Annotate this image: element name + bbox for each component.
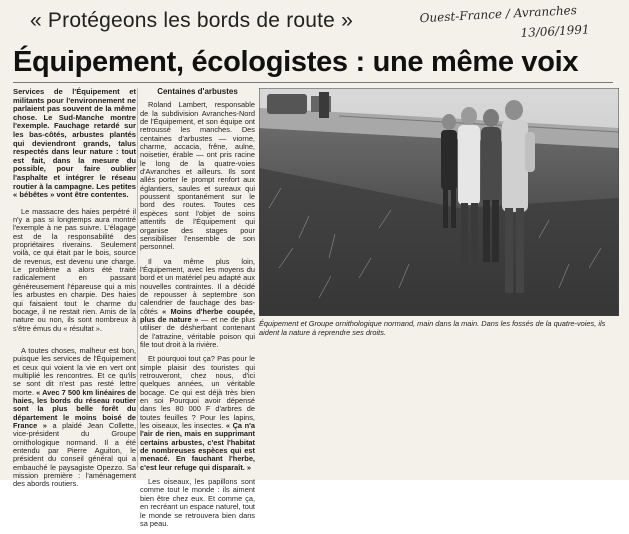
text-run: a plaidé Jean Collette, vice-président du Groupe ornithologique normand. Il a été entendu par Pierre Aguiton, le président du conseil général qui a embauché le paysagiste Opezzo. Sa mission première : l'aménagement des abords routiers. [13,420,137,489]
article-paragraph: Le massacre des haies perpétré il n'y a pas si longtemps aura montré l'exemple à ne pas suivre. L'élagage est de la responsabilité des propriétaires riverains. Seulement voilà, ce qui était par le bois, source de revenus, est devenu une charge. Le problème a alors été traité radicalement en passant généreusement l'épareuse qui a mis les arbustes en charpie. Des haies qui faisaient tout le charme du bocage, il ne restait rien. Amis de la nature ou non, ils sont nombreux à s'être émus du « résultat ». [13,206,136,333]
article-paragraph [140,355,255,472]
quote-bold: « Avec 7 500 km linéaires de haies, les bords du réseau routier sont la plus belle forêt du département le moins boisé de France » [13,387,136,430]
kicker-title: « Protégeons les bords de route » [30,9,353,32]
quote-bold: « Moins d'herbe coupée, plus de nature » [140,306,255,324]
text-run: — et ne de plus utiliser de désherbant contenant de l'atrazine, véritable poison qui file tout droit à la rivière. [140,314,255,349]
divider [13,82,613,83]
photo-illustration [259,88,619,316]
text-run: Il va même plus loin, l'Équipement, avec les moyens du bord et un matériel peu adapté aux nouvelles contraintes. Il a décidé de repousser à septembre son calendrier de fauchage des bas-côtés [140,256,255,316]
quote-bold: « Ça n'a l'air de rien, mais en supprimant certains arbustes, c'est l'habitat de nombreuses espèces qui est menacé. En fauchant l'herbe, c'est leur refuge qui disparaît. » [140,421,255,472]
handwritten-date: 13/06/1991 [520,22,590,40]
handwritten-source: Ouest-France / Avranches [419,3,578,26]
subheading: Centaines d'arbustes [157,87,238,96]
news-photo [259,88,619,316]
article-paragraph [140,258,255,350]
article-paragraph: Les oiseaux, les papillons sont comme tout le monde : ils aiment bien être chez eux. Et comme ça, en recréant un espace naturel, tout le monde se retrouvera bien dans sa peau. [140,477,255,528]
article-column-1 [13,88,136,495]
headline: Équipement, écologistes : une même voix [13,46,579,78]
article-paragraph [13,347,136,489]
article-lead: Services de l'Équipement et militants pour l'environnement ne parlaient pas souvent de la même chose. Le Sud-Manche montre l'exemple. Fauchage retardé sur les bas-côtés, arbustes plantés qui deviendront grands, talus respectés dans leur nature : tout est fait, dans la mesure du possible, pour faire oublier l'asphalte et intégrer le réseau routier à la campagne. Les petites « bébêtes » vont être contentes. [13,87,136,200]
photo-caption: Équipement et Groupe ornithologique normand, main dans la main. Dans les fossés de la quatre-voies, ils aident la nature à reprendre ses droits. [259,319,606,337]
text-run: A toutes choses, malheur est bon, puisque les services de l'Équipement et ceux qui voient la vie en vert ont multiplié les rencontres. Et ce qu'ils se sont dit n'est pas resté lettre morte. [13,345,136,397]
article-paragraph: Roland Lambert, responsable de la subdivision Avranches-Nord de l'Équipement, et son équipe ont retroussé les manches. Des centaines d'arbustes — viorne, charme, accacia, frêne, aulne, noisetier, érable — ont pris racine le long de la quatre-voies d'Avranches et ailleurs. Ils sont allés porter le prompt renfort aux églantiers, saules et sureaux qui poussent spontanément sur le bord des routes. Toutes ces espèces sont l'objet de soins attentifs de l'Équipement qui organise des stages pour sensibiliser l'ensemble de son personnel. [140,100,255,252]
text-run: Et pourquoi tout ça? Pas pour le simple plaisir des touristes qui retrouveront, chez nous, d'ici quelques années, un véritable bocage. Ce qui est déjà très bien en soi Pourquoi avoir dépensé dans les 80 000 F d'arbres de toutes feuilles ? Pour les lapins, les oiseaux, les insectes. [140,354,255,431]
column-divider [137,88,138,468]
article-column-2 [140,88,255,534]
handwritten-note [419,0,621,46]
